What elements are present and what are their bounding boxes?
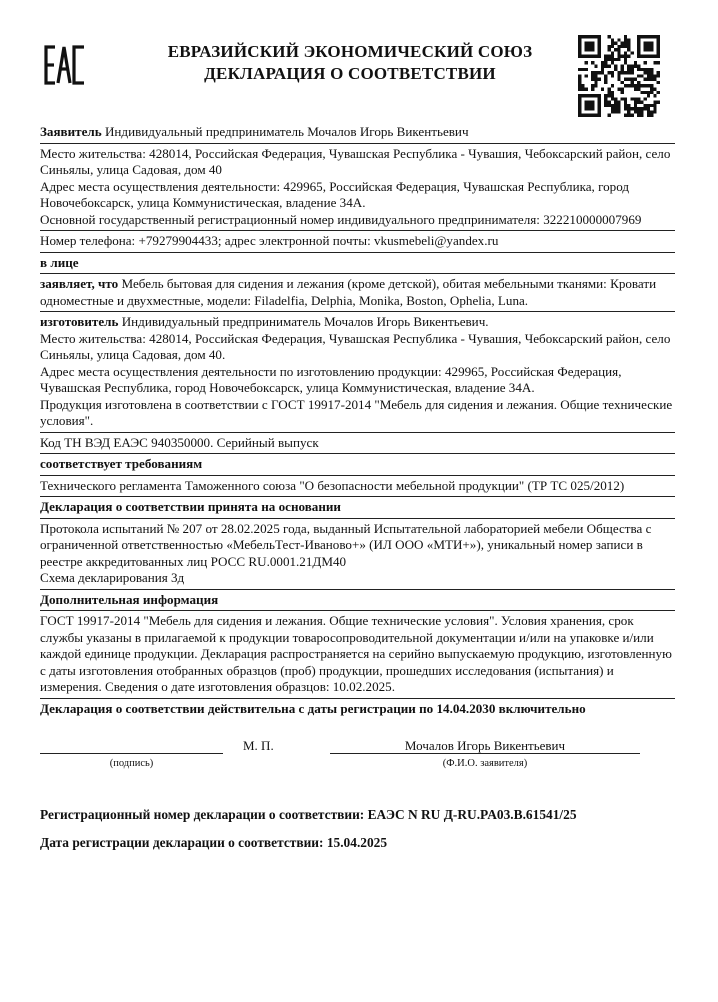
validity-text: Декларация о соответствии действительна с даты регистрации по 14.04.2030 включительно xyxy=(40,700,586,716)
applicant-address: Адрес места осуществления деятельности: 429965, Российская Федерация, Чувашская Республика, город Новочебоксарск, улица Коммунистическая, владение 34А. xyxy=(40,178,630,210)
manufacturer-label: изготовитель xyxy=(40,314,119,329)
technical-regulation: Технического регламента Таможенного союза "О безопасности мебельной продукции" (ТР ТС 025/2012) xyxy=(40,477,625,493)
complies-section xyxy=(40,476,675,498)
signer-name: Мочалов Игорь Викентьевич xyxy=(404,738,566,753)
manufacturer-address: Адрес места осуществления деятельности по изготовлению продукции: 429965, Российская Федерация, Чувашская Республика, город Новочебоксарск, улица Коммунистическая, владение 34А. xyxy=(40,363,622,395)
declares-label: заявляет, что xyxy=(40,276,119,291)
test-protocol: Протокола испытаний № 207 от 28.02.2025 года, выданный Испытательной лабораторией мебели Общества с ограниченной ответственностью «МебельТест-Иваново+» (ИЛ ООО «МТИ+»), уникальный номер записи в реестре аккредитованных лиц РОСС RU.0001.21ДМ40 xyxy=(40,520,652,569)
additional-text: ГОСТ 19917-2014 "Мебель для сидения и лежания. Общие технические условия". Условия хранения, срок службы указаны в прилагаемой к продукции товаросопроводительной документации и/или на упаковке и/или каждой единице продукции. Декларация распространяется на серийно выпускаемую продукцию, изготовленную с даты изготовления отобранных образцов (проб) продукции, прошедших исследования (испытания) и измерения. Сведения о дате изготовления образцов: 10.02.2025. xyxy=(40,613,672,694)
complies-label-section xyxy=(40,454,675,476)
manufacturer-section xyxy=(40,312,675,433)
eac-logo-icon xyxy=(44,44,86,86)
declaration-scheme: Схема декларирования 3д xyxy=(40,570,185,585)
in-person-section xyxy=(40,253,675,275)
stamp-place: М. П. xyxy=(243,738,274,753)
manufacturer-name: Индивидуальный предприниматель Мочалов Игорь Викентьевич. xyxy=(121,314,489,329)
name-caption: (Ф.И.О. заявителя) xyxy=(442,758,528,769)
title-union: ЕВРАЗИЙСКИЙ ЭКОНОМИЧЕСКИЙ СОЮЗ xyxy=(167,42,533,61)
name-line xyxy=(330,753,640,754)
contacts-text: Номер телефона: +79279904433; адрес электронной почты: vkusmebeli@yandex.ru xyxy=(40,233,499,248)
basis-label-section xyxy=(40,497,675,519)
manufacturer-standard: Продукция изготовлена в соответствии с ГОСТ 19917-2014 "Мебель для сидения и лежания. Общие технические условия". xyxy=(40,396,673,428)
additional-section xyxy=(40,611,675,699)
applicant-residence: Место жительства: 428014, Российская Федерация, Чувашская Республика - Чувашия, Чебоксарский район, село Синьялы, улица Садовая, дом 40 xyxy=(40,145,671,177)
applicant-name: Индивидуальный предприниматель Мочалов Игорь Викентьевич xyxy=(104,124,469,139)
signature-caption: (подпись) xyxy=(109,758,154,769)
additional-label-section xyxy=(40,590,675,612)
basis-label: Декларация о соответствии принята на основании xyxy=(40,499,341,514)
registration-date: Дата регистрации декларации о соответствии: 15.04.2025 xyxy=(40,835,388,850)
basis-section xyxy=(40,519,675,590)
declares-section xyxy=(40,274,675,312)
applicant-label: Заявитель xyxy=(40,124,102,139)
qr-code-icon[interactable] xyxy=(578,35,660,117)
declaration-body xyxy=(40,122,675,719)
validity-section xyxy=(40,699,675,720)
product-description: Мебель бытовая для сидения и лежания (кроме детской), обитая мебельными тканями: Кровати одноместные и двухместные, модели: Filadelfia, Delphia, Monika, Boston, Ophelia, Luna. xyxy=(40,276,657,308)
complies-label: соответствует требованиям xyxy=(40,456,203,471)
document-title xyxy=(130,41,570,85)
additional-label: Дополнительная информация xyxy=(40,591,219,607)
tn-ved-code: Код ТН ВЭД ЕАЭС 940350000. Серийный выпуск xyxy=(40,434,319,450)
registration-number: Регистрационный номер декларации о соответствии: ЕАЭС N RU Д-RU.PA03.B.61541/25 xyxy=(40,807,577,822)
signature-line xyxy=(40,753,223,754)
applicant-info-section xyxy=(40,144,675,232)
code-section xyxy=(40,433,675,455)
applicant-section xyxy=(40,122,675,144)
signature-block xyxy=(40,738,675,778)
applicant-ogrn: Основной государственный регистрационный номер индивидуального предпринимателя: 322210000007969 xyxy=(40,211,642,227)
contacts-section xyxy=(40,231,675,253)
title-declaration: ДЕКЛАРАЦИЯ О СООТВЕТСТВИИ xyxy=(204,64,496,83)
in-person-label: в лице xyxy=(40,254,79,270)
manufacturer-residence: Место жительства: 428014, Российская Федерация, Чувашская Республика - Чувашия, Чебоксарский район, село Синьялы, улица Садовая, дом 40. xyxy=(40,330,671,362)
